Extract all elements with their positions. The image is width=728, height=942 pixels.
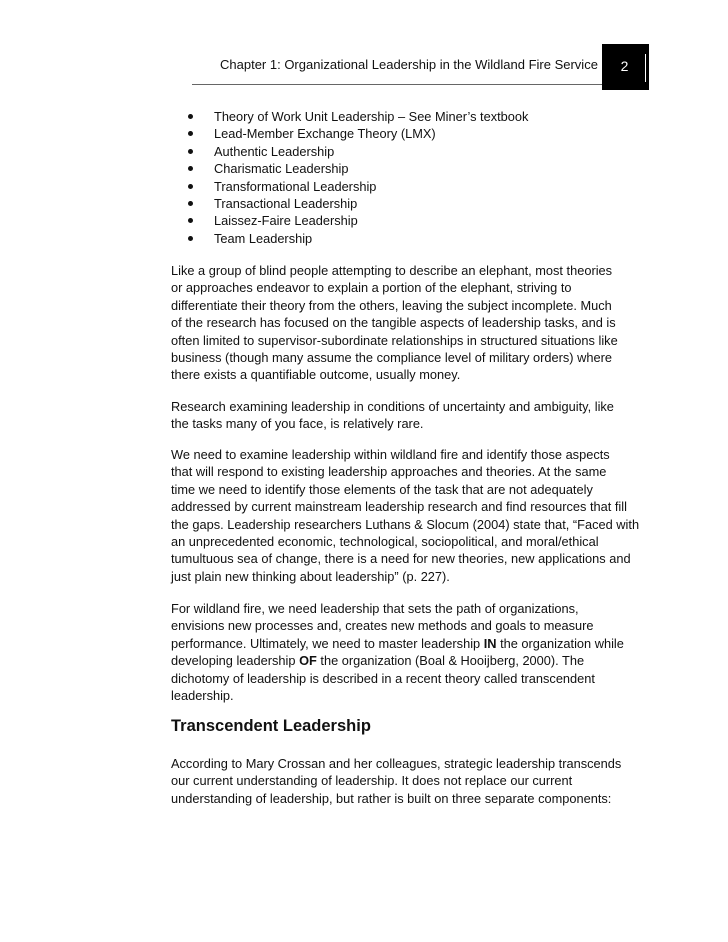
emphasis-of: OF: [299, 653, 317, 669]
bullet-icon: [188, 236, 193, 241]
bullet-icon: [188, 131, 193, 136]
bullet-icon: [188, 201, 193, 206]
theory-bullet-list: [186, 108, 528, 247]
list-item: Charismatic Leadership: [186, 160, 528, 177]
paragraph-crossan: According to Mary Crossan and her colleagues, strategic leadership transcends our current understanding of leadership. It does not replace our current understanding of leadership, but rather is built on three separate components:: [171, 756, 622, 806]
paragraph-research-rare: Research examining leadership in conditions of uncertainty and ambiguity, like the tasks many of you face, is relatively rare.: [171, 399, 614, 432]
page-number-divider: [645, 54, 646, 82]
running-header-title: Chapter 1: Organizational Leadership in the Wildland Fire Service: [220, 57, 598, 72]
list-item: Authentic Leadership: [186, 143, 528, 160]
list-item: Laissez-Faire Leadership: [186, 212, 528, 229]
bullet-icon: [188, 166, 193, 171]
bullet-icon: [188, 184, 193, 189]
list-item: Team Leadership: [186, 230, 528, 247]
paragraph-elephant: Like a group of blind people attempting to describe an elephant, most theories or approaches endeavor to explain a portion of the elephant, striving to differentiate their theory from the others, leaving the subject incomplete. Much of the research has focused on the tangible aspects of leadership tasks, and is often limited to supervisor-subordinate relationships in structured situations like business (though many assume the compliance level of military orders) where there exists a quantifiable outcome, usually money.: [171, 263, 618, 383]
section-heading: Transcendent Leadership: [171, 717, 371, 735]
bullet-icon: [188, 149, 193, 154]
emphasis-in: IN: [483, 635, 497, 651]
list-item: Theory of Work Unit Leadership – See Miner’s textbook: [186, 108, 528, 125]
bullet-icon: [188, 218, 193, 223]
bullet-icon: [188, 114, 193, 119]
list-item: Transactional Leadership: [186, 195, 528, 212]
paragraph-wildland-fire: For wildland fire, we need leadership that sets the path of organizations, envisions new processes and, creates new methods and goals to measure performance. Ultimately, we need to master leadership IN the organization while developing leadership OF the organization (Boal & Hooijberg, 2000). The dichotomy of leadership is described in a recent theory called transcendent leadership.: [171, 601, 624, 704]
list-item: Transformational Leadership: [186, 178, 528, 195]
paragraph-examine-leadership: We need to examine leadership within wildland fire and identify those aspects that will respond to existing leadership approaches and theories. At the same time we need to identify those elements of the task that are not adequately addressed by current mainstream leadership research and find resources that fill the gaps. Leadership researchers Luthans & Slocum (2004) state that, “Faced with an unprecedented economic, technological, sociopolitical, and moral/ethical tumultuous sea of change, there is a need for new theories, new applications and just plain new thinking about leadership” (p. 227).: [171, 447, 640, 584]
header-rule: [192, 84, 602, 85]
page-number: 2: [620, 58, 629, 74]
list-item: Lead-Member Exchange Theory (LMX): [186, 125, 528, 142]
